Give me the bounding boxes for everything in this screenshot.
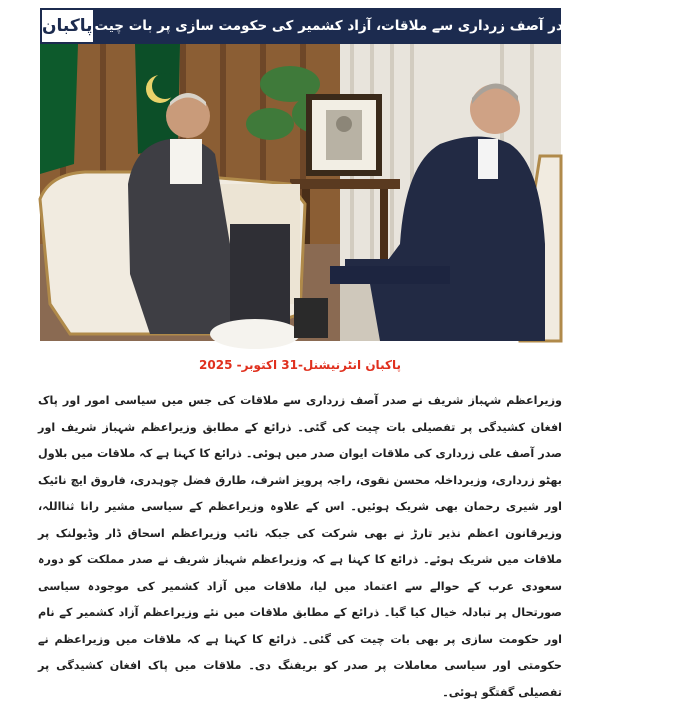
headline-text: وزیراعظم کی صدر آصف زرداری سے ملاقات، آزاد کشمیر کی حکومت سازی پر بات چیت <box>94 18 675 34</box>
dateline: پاکبان انٹرنیشنل-31 اکتوبر- 2025 <box>199 358 401 372</box>
article-body: وزیراعظم شہباز شریف نے صدر آصف زرداری سے ملاقات کی جس میں سیاسی امور اور پاک افغان کشیدگی پر تفصیلی بات چیت کی گئی۔ ذرائع کے مطابق وزیراعظم شہباز شریف اور صدر آصف علی زرداری کی ملاقات ایوان صدر میں ہوئی۔ ذرائع کا کہنا ہے کہ ملاقات میں بلاول بھٹو زرداری، وزیرداخلہ محسن نقوی، راجہ پرویز اشرف، طارق فضل چوہدری، فاروق ایچ نائیک اور شیری رحمان بھی شریک ہوئیں۔ اس کے علاوہ وزیراعظم کے سیاسی مشیر رانا ثنااللہ، وزیرقانون اعظم نذیر تارڑ نے بھی شرکت کی جبکہ نائب وزیراعظم اسحاق ڈار وڈیولنک پر ملاقات میں شریک ہوئے۔ ذرائع کا کہنا ہے کہ وزیراعظم شہباز شریف نے صدر مملکت کو دورہ سعودی عرب کے حوالے سے اعتماد میں لیا، ملاقات میں آزاد کشمیر کی موجودہ سیاسی صورتحال پر تبادلہ خیال کیا گیا۔ ذرائع کے مطابق ملاقات میں نئے وزیراعظم آزاد کشمیر کے نام اور حکومت سازی پر بھی بات چیت کی گئی۔ ذرائع کا کہنا ہے کہ ملاقات میں وزیراعظم نے حکومتی اور سیاسی معاملات پر صدر کو بریفنگ دی۔ ملاقات میں پاک افغان کشیدگی پر تفصیلی گفتگو ہوئی۔ <box>38 394 562 699</box>
news-photo <box>40 44 561 341</box>
headline-banner <box>40 8 675 44</box>
brand-logo: پاکبان <box>40 8 95 44</box>
